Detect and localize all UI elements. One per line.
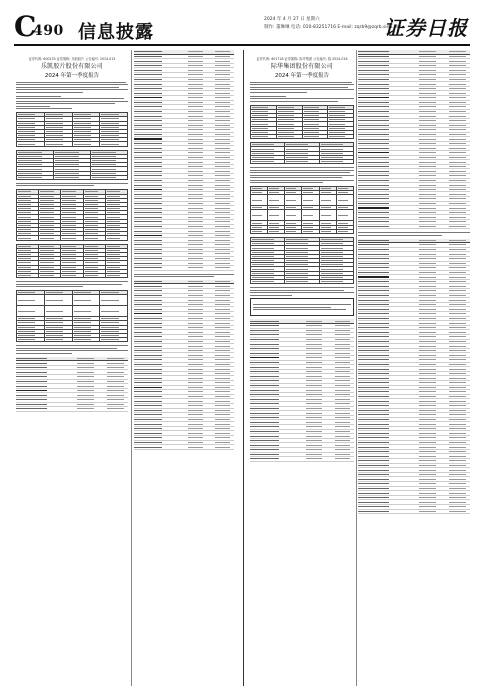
report-1-body-text — [134, 274, 234, 277]
report-2-note-box — [250, 298, 354, 316]
report-2-meta: 证券代码: 601718 证券简称: 际华集团 公告编号: 临 2024-016 — [256, 57, 348, 61]
page-letter: C — [14, 10, 37, 43]
report-2-column-main — [250, 50, 354, 690]
column-divider — [131, 50, 132, 686]
page-number: 490 — [33, 23, 64, 39]
report-2-non-recurring-table — [250, 142, 354, 164]
report-2-body-text — [250, 96, 354, 102]
report-2-company: 际华集团股份有限公司 — [270, 63, 333, 70]
report-1-header — [16, 56, 128, 79]
report-2-notice — [250, 82, 354, 93]
issue-contact: 制作: 董琳琳 电话: 010-83251716 E-mail: zqrb9@zqrb.sina.net — [264, 25, 402, 30]
issue-date: 2024 年 4 月 27 日 星期六 — [264, 17, 320, 22]
page-code — [14, 10, 64, 43]
column-divider — [243, 50, 244, 686]
report-2-balance-sheet — [250, 319, 354, 461]
report-1-company: 乐凯胶片股份有限公司 — [40, 63, 103, 70]
report-2-shareholder-table — [250, 186, 354, 234]
report-1-statement-ledger — [134, 50, 234, 271]
report-1-body-text — [16, 345, 128, 353]
report-1-column-main — [16, 50, 128, 690]
report-2-header — [250, 56, 354, 79]
report-1-body-text — [16, 183, 128, 186]
report-2-statement-ledger — [358, 50, 470, 229]
report-1-shareholder-table — [16, 189, 128, 240]
report-1-column-statements — [134, 50, 234, 690]
report-1-notice — [16, 82, 128, 93]
report-2-title: 2024 年第一季度报告 — [274, 73, 330, 79]
report-1-meta: 证券代码: 600135 证券简称: 乐凯胶片 公告编号: 2024-015 — [28, 57, 116, 61]
report-2-column-statements — [358, 50, 470, 690]
masthead-rule — [14, 44, 470, 46]
section-title: 信息披露 — [78, 22, 154, 43]
report-1-body-text — [16, 96, 128, 109]
report-2-body-text — [250, 167, 354, 183]
report-2-body-text — [250, 287, 354, 295]
report-2-shareholder-table — [250, 237, 354, 284]
column-divider — [356, 50, 357, 686]
report-2-key-data-table — [250, 105, 354, 140]
report-2-body-text — [358, 232, 470, 235]
report-1-body-text — [16, 281, 128, 287]
report-1-balance-sheet — [16, 357, 128, 412]
masthead — [14, 12, 470, 46]
report-1-key-data-table — [16, 112, 128, 147]
report-1-non-recurring-table — [16, 150, 128, 180]
report-1-title: 2024 年第一季度报告 — [44, 73, 100, 79]
report-1-financial-table — [16, 290, 128, 342]
report-2-note-lines — [253, 304, 351, 310]
report-2-cashflow-ledger — [358, 239, 470, 515]
report-1-cashflow-ledger — [134, 280, 234, 450]
report-1-shareholder-table — [16, 244, 128, 279]
brand-logo: 证券日报 — [384, 16, 468, 40]
